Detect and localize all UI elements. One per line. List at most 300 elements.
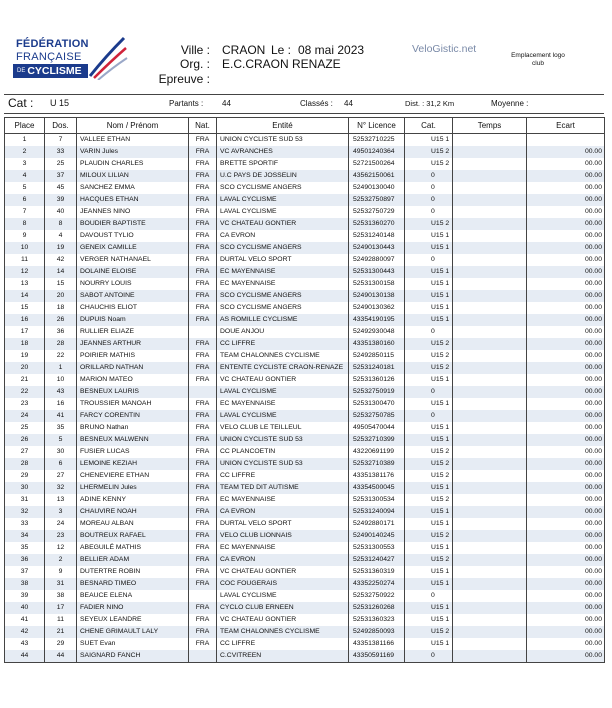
table-row — [5, 578, 605, 590]
col-temps — [453, 422, 527, 434]
col-entite: COC FOUGERAIS — [217, 578, 349, 590]
col-dossard: 2 — [45, 554, 77, 566]
col-nat: FRA — [189, 446, 217, 458]
col-nat: FRA — [189, 338, 217, 350]
col-entite: EC MAYENNAISE — [217, 266, 349, 278]
col-nat: FRA — [189, 434, 217, 446]
col-ecart: 00.00 — [527, 326, 605, 338]
col-nat: FRA — [189, 182, 217, 194]
col-entite: TEAM CHALONNES CYCLISME — [217, 626, 349, 638]
table-row — [5, 482, 605, 494]
col-nat: FRA — [189, 350, 217, 362]
col-temps — [453, 302, 527, 314]
table-row — [5, 170, 605, 182]
col-nat: FRA — [189, 362, 217, 374]
col-nom: GENEIX CAMILLE — [77, 242, 189, 254]
col-ecart: 00.00 — [527, 470, 605, 482]
col-licence: 49501240364 — [349, 146, 405, 158]
col-ecart: 00.00 — [527, 302, 605, 314]
col-nat: FRA — [189, 206, 217, 218]
col-licence: 52532750729 — [349, 206, 405, 218]
col-entite: SCO CYCLISME ANGERS — [217, 182, 349, 194]
col-entite: EC MAYENNAISE — [217, 542, 349, 554]
col-dossard: 22 — [45, 350, 77, 362]
col-nat: FRA — [189, 410, 217, 422]
ville-value: CRAON — [222, 43, 266, 57]
col-place: 14 — [5, 290, 45, 302]
col-entite: EC MAYENNAISE — [217, 494, 349, 506]
col-entite: SCO CYCLISME ANGERS — [217, 302, 349, 314]
col-dossard: 39 — [45, 194, 77, 206]
col-cat: U15 1 — [405, 578, 453, 590]
col-nat: FRA — [189, 614, 217, 626]
col-dossard: 9 — [45, 566, 77, 578]
col-cat: U15 1 — [405, 602, 453, 614]
col-nat: FRA — [189, 626, 217, 638]
col-nom: LEMOINE KEZIAH — [77, 458, 189, 470]
col-entite: CA EVRON — [217, 506, 349, 518]
col-entite: LAVAL CYCLISME — [217, 386, 349, 398]
col-licence-header: N° Licence — [349, 118, 405, 134]
col-dossard: 11 — [45, 614, 77, 626]
col-nat — [189, 326, 217, 338]
col-nat: FRA — [189, 542, 217, 554]
table-row — [5, 134, 605, 147]
col-place: 41 — [5, 614, 45, 626]
col-dossard: 25 — [45, 158, 77, 170]
col-temps — [453, 602, 527, 614]
cat-value: U 15 — [50, 98, 70, 108]
table-row — [5, 590, 605, 602]
col-nat: FRA — [189, 470, 217, 482]
table-row — [5, 254, 605, 266]
col-nat: FRA — [189, 482, 217, 494]
col-nom: MARION MATEO — [77, 374, 189, 386]
col-ecart: 00.00 — [527, 158, 605, 170]
col-temps — [453, 266, 527, 278]
col-licence: 52532750919 — [349, 386, 405, 398]
col-licence: 43562150061 — [349, 170, 405, 182]
col-place: 8 — [5, 218, 45, 230]
col-ecart: 00.00 — [527, 170, 605, 182]
col-ecart: 00.00 — [527, 458, 605, 470]
col-nom: TROUSSIER MANOAH — [77, 398, 189, 410]
table-row — [5, 362, 605, 374]
col-licence: 52531300553 — [349, 542, 405, 554]
col-nat: FRA — [189, 254, 217, 266]
col-dossard: 44 — [45, 650, 77, 663]
col-cat: 0 — [405, 326, 453, 338]
col-cat: U15 2 — [405, 146, 453, 158]
col-cat-header: Cat. — [405, 118, 453, 134]
col-place: 25 — [5, 422, 45, 434]
col-cat: U15 1 — [405, 542, 453, 554]
col-nat: FRA — [189, 146, 217, 158]
col-nat: FRA — [189, 566, 217, 578]
table-row — [5, 602, 605, 614]
col-temps — [453, 506, 527, 518]
col-licence: 52531360270 — [349, 218, 405, 230]
table-row — [5, 230, 605, 242]
table-row — [5, 458, 605, 470]
table-row — [5, 302, 605, 314]
col-nom: JEANNES ARTHUR — [77, 338, 189, 350]
col-place: 17 — [5, 326, 45, 338]
col-ecart: 00.00 — [527, 314, 605, 326]
col-nom: SEYEUX LEANDRE — [77, 614, 189, 626]
col-temps — [453, 374, 527, 386]
col-cat: U15 1 — [405, 398, 453, 410]
table-row — [5, 182, 605, 194]
col-ecart: 00.00 — [527, 194, 605, 206]
col-ecart: 00.00 — [527, 254, 605, 266]
col-dossard: 4 — [45, 230, 77, 242]
col-temps — [453, 386, 527, 398]
table-row — [5, 542, 605, 554]
table-row — [5, 194, 605, 206]
col-nom: CHAUVIRE NOAH — [77, 506, 189, 518]
col-nom: BOUTREUX RAFAEL — [77, 530, 189, 542]
logo-line-3: DE CYCLISME — [13, 64, 88, 78]
col-temps — [453, 578, 527, 590]
col-place: 27 — [5, 446, 45, 458]
table-row — [5, 626, 605, 638]
col-ecart: 00.00 — [527, 362, 605, 374]
logo-line-2: FRANÇAISE — [16, 51, 82, 63]
table-row — [5, 326, 605, 338]
col-temps — [453, 626, 527, 638]
col-entite: UNION CYCLISTE SUD 53 — [217, 134, 349, 147]
col-cat: U15 2 — [405, 530, 453, 542]
col-place: 4 — [5, 170, 45, 182]
col-cat: U15 1 — [405, 266, 453, 278]
col-place: 22 — [5, 386, 45, 398]
col-temps — [453, 482, 527, 494]
classes-label: Classés : — [300, 99, 333, 108]
col-nom: DOLAINE ELOISE — [77, 266, 189, 278]
col-dossard: 37 — [45, 170, 77, 182]
col-temps — [453, 434, 527, 446]
col-temps — [453, 518, 527, 530]
col-temps — [453, 218, 527, 230]
col-place: 1 — [5, 134, 45, 147]
col-licence: 52531360126 — [349, 374, 405, 386]
partants-value: 44 — [222, 99, 231, 108]
col-nom: PLAUDIN CHARLES — [77, 158, 189, 170]
col-ecart: 00.00 — [527, 578, 605, 590]
col-licence: 52531300443 — [349, 266, 405, 278]
col-temps — [453, 338, 527, 350]
table-row — [5, 470, 605, 482]
col-nat: FRA — [189, 374, 217, 386]
col-entite-header: Entité — [217, 118, 349, 134]
col-dossard: 30 — [45, 446, 77, 458]
col-cat: 0 — [405, 410, 453, 422]
col-cat: U15 1 — [405, 242, 453, 254]
col-place: 20 — [5, 362, 45, 374]
table-row — [5, 554, 605, 566]
org-label: Org. : — [179, 57, 210, 71]
col-nom: SANCHEZ EMMA — [77, 182, 189, 194]
col-licence: 43351381176 — [349, 470, 405, 482]
col-ecart: 00.00 — [527, 650, 605, 663]
col-temps — [453, 638, 527, 650]
col-cat: U15 2 — [405, 338, 453, 350]
table-row — [5, 446, 605, 458]
date-label: Le : — [271, 43, 292, 57]
col-licence: 52490140245 — [349, 530, 405, 542]
col-nom: VARIN Jules — [77, 146, 189, 158]
col-cat: U15 1 — [405, 434, 453, 446]
col-nat: FRA — [189, 230, 217, 242]
col-cat: U15 1 — [405, 290, 453, 302]
col-nat: FRA — [189, 518, 217, 530]
col-temps — [453, 194, 527, 206]
col-place: 16 — [5, 314, 45, 326]
col-licence: 52492880097 — [349, 254, 405, 266]
col-temps — [453, 542, 527, 554]
col-nom: CHENE GRIMAULT LALY — [77, 626, 189, 638]
col-licence: 52531360319 — [349, 566, 405, 578]
col-entite: C.CVITREEN — [217, 650, 349, 663]
col-nom: BOUDIER BAPTISTE — [77, 218, 189, 230]
col-licence: 43352250274 — [349, 578, 405, 590]
col-dossard: 8 — [45, 218, 77, 230]
col-nom: RULLIER ELIAZE — [77, 326, 189, 338]
col-ecart: 00.00 — [527, 506, 605, 518]
col-place: 36 — [5, 554, 45, 566]
col-nom: HACQUES ETHAN — [77, 194, 189, 206]
table-row — [5, 350, 605, 362]
col-place: 11 — [5, 254, 45, 266]
table-row — [5, 434, 605, 446]
col-temps — [453, 158, 527, 170]
col-dossard: 42 — [45, 254, 77, 266]
col-nat: FRA — [189, 218, 217, 230]
col-licence: 43220691199 — [349, 446, 405, 458]
col-nom: SABOT ANTOINE — [77, 290, 189, 302]
col-cat: U15 1 — [405, 302, 453, 314]
col-ecart: 00.00 — [527, 398, 605, 410]
col-dossard: 5 — [45, 434, 77, 446]
col-temps — [453, 410, 527, 422]
col-temps — [453, 590, 527, 602]
col-cat: 0 — [405, 650, 453, 663]
col-place: 33 — [5, 518, 45, 530]
col-place: 35 — [5, 542, 45, 554]
col-dossard: 7 — [45, 134, 77, 147]
col-licence: 43351380160 — [349, 338, 405, 350]
col-temps — [453, 242, 527, 254]
col-cat: U15 2 — [405, 350, 453, 362]
col-nom: SUET Evan — [77, 638, 189, 650]
col-cat: U15 1 — [405, 566, 453, 578]
col-dossard: 38 — [45, 590, 77, 602]
col-place: 26 — [5, 434, 45, 446]
col-entite: LAVAL CYCLISME — [217, 194, 349, 206]
col-place: 34 — [5, 530, 45, 542]
col-nom: FARCY CORENTIN — [77, 410, 189, 422]
col-cat: U15 1 — [405, 230, 453, 242]
col-licence: 52531260268 — [349, 602, 405, 614]
col-nom: VALLEE ETHAN — [77, 134, 189, 147]
col-temps — [453, 458, 527, 470]
table-row — [5, 218, 605, 230]
col-dossard: 32 — [45, 482, 77, 494]
col-cat: U15 2 — [405, 218, 453, 230]
col-entite: BRETTE SPORTIF — [217, 158, 349, 170]
ville-label: Ville : — [180, 43, 210, 57]
col-dossard: 13 — [45, 494, 77, 506]
col-nat: FRA — [189, 134, 217, 147]
col-licence: 52531240094 — [349, 506, 405, 518]
col-temps — [453, 230, 527, 242]
col-ecart — [527, 134, 605, 147]
col-licence: 43351381166 — [349, 638, 405, 650]
col-nom: BESNEUX LAURIS — [77, 386, 189, 398]
col-dossard: 24 — [45, 518, 77, 530]
table-row — [5, 422, 605, 434]
col-ecart: 00.00 — [527, 542, 605, 554]
table-row — [5, 278, 605, 290]
col-place: 10 — [5, 242, 45, 254]
col-dossard: 28 — [45, 338, 77, 350]
col-cat: 0 — [405, 194, 453, 206]
col-temps — [453, 290, 527, 302]
col-licence: 52531300534 — [349, 494, 405, 506]
col-place: 37 — [5, 566, 45, 578]
col-place: 21 — [5, 374, 45, 386]
col-licence: 43354500045 — [349, 482, 405, 494]
col-cat: U15 2 — [405, 626, 453, 638]
col-temps — [453, 614, 527, 626]
col-licence: 52721500264 — [349, 158, 405, 170]
col-entite: ENTENTE CYCLISTE CRAON-RENAZE — [217, 362, 349, 374]
col-licence: 52492850115 — [349, 350, 405, 362]
col-nat: FRA — [189, 530, 217, 542]
col-dossard: 19 — [45, 242, 77, 254]
col-ecart: 00.00 — [527, 266, 605, 278]
col-entite: U.C PAYS DE JOSSELIN — [217, 170, 349, 182]
col-temps — [453, 314, 527, 326]
col-nom: MILOUX LILIAN — [77, 170, 189, 182]
table-row — [5, 314, 605, 326]
col-temps — [453, 494, 527, 506]
col-dossard: 43 — [45, 386, 77, 398]
col-licence: 52490130040 — [349, 182, 405, 194]
col-place: 2 — [5, 146, 45, 158]
col-ecart: 00.00 — [527, 386, 605, 398]
col-licence: 52532750922 — [349, 590, 405, 602]
col-licence: 52492880171 — [349, 518, 405, 530]
col-temps — [453, 254, 527, 266]
col-cat: U15 2 — [405, 470, 453, 482]
col-entite: LAVAL CYCLISME — [217, 590, 349, 602]
col-temps — [453, 134, 527, 147]
col-nat — [189, 590, 217, 602]
col-licence: 52531300158 — [349, 278, 405, 290]
col-dossard: 27 — [45, 470, 77, 482]
col-nom: LHERMELIN Jules — [77, 482, 189, 494]
logo-swoosh-icon — [88, 36, 128, 80]
col-nom: CHAUCHIS ELIOT — [77, 302, 189, 314]
col-ecart: 00.00 — [527, 434, 605, 446]
col-dossard: 10 — [45, 374, 77, 386]
col-nom: NOURRY LOUIS — [77, 278, 189, 290]
col-nat: FRA — [189, 302, 217, 314]
col-entite: VC CHATEAU GONTIER — [217, 374, 349, 386]
col-entite: LAVAL CYCLISME — [217, 410, 349, 422]
col-nat: FRA — [189, 314, 217, 326]
col-temps — [453, 650, 527, 663]
col-entite: VC CHATEAU GONTIER — [217, 614, 349, 626]
col-place: 44 — [5, 650, 45, 663]
col-entite: CC LIFFRE — [217, 338, 349, 350]
col-ecart: 00.00 — [527, 482, 605, 494]
col-dossard: 15 — [45, 278, 77, 290]
col-entite: TEAM CHALONNES CYCLISME — [217, 350, 349, 362]
col-entite: VC AVRANCHES — [217, 146, 349, 158]
col-cat: U15 1 — [405, 374, 453, 386]
col-entite: VC CHATEAU GONTIER — [217, 218, 349, 230]
table-row — [5, 398, 605, 410]
col-licence: 52531240148 — [349, 230, 405, 242]
col-dossard: 12 — [45, 542, 77, 554]
col-entite: EC MAYENNAISE — [217, 398, 349, 410]
col-nom: BESNARD TIMEO — [77, 578, 189, 590]
col-place: 39 — [5, 590, 45, 602]
col-place: 18 — [5, 338, 45, 350]
col-cat: U15 1 — [405, 314, 453, 326]
col-place: 23 — [5, 398, 45, 410]
col-place: 9 — [5, 230, 45, 242]
col-nom: BELLIER ADAM — [77, 554, 189, 566]
col-temps — [453, 350, 527, 362]
table-row — [5, 374, 605, 386]
col-entite: VELO CLUB LIONNAIS — [217, 530, 349, 542]
col-nat: FRA — [189, 578, 217, 590]
moyenne-label: Moyenne : — [491, 99, 529, 108]
table-row — [5, 158, 605, 170]
col-nat: FRA — [189, 194, 217, 206]
table-row — [5, 206, 605, 218]
col-ecart: 00.00 — [527, 230, 605, 242]
col-dossard: 6 — [45, 458, 77, 470]
col-nat: FRA — [189, 458, 217, 470]
col-cat: 0 — [405, 206, 453, 218]
col-dossard: 18 — [45, 302, 77, 314]
results-table — [4, 117, 605, 663]
col-nat: FRA — [189, 602, 217, 614]
col-place: 31 — [5, 494, 45, 506]
col-cat: U15 1 — [405, 422, 453, 434]
col-dossard: 36 — [45, 326, 77, 338]
col-licence: 52531240427 — [349, 554, 405, 566]
col-dossard: 35 — [45, 422, 77, 434]
col-licence: 49505470044 — [349, 422, 405, 434]
col-cat: U15 2 — [405, 458, 453, 470]
col-dossard: 45 — [45, 182, 77, 194]
col-nom: FADIER NINO — [77, 602, 189, 614]
col-ecart: 00.00 — [527, 446, 605, 458]
col-entite: TEAM TED DIT AUTISME — [217, 482, 349, 494]
col-temps-header: Temps — [453, 118, 527, 134]
table-row — [5, 638, 605, 650]
col-entite: LAVAL CYCLISME — [217, 206, 349, 218]
col-nat: FRA — [189, 158, 217, 170]
col-licence: 52490130138 — [349, 290, 405, 302]
col-nat: FRA — [189, 398, 217, 410]
